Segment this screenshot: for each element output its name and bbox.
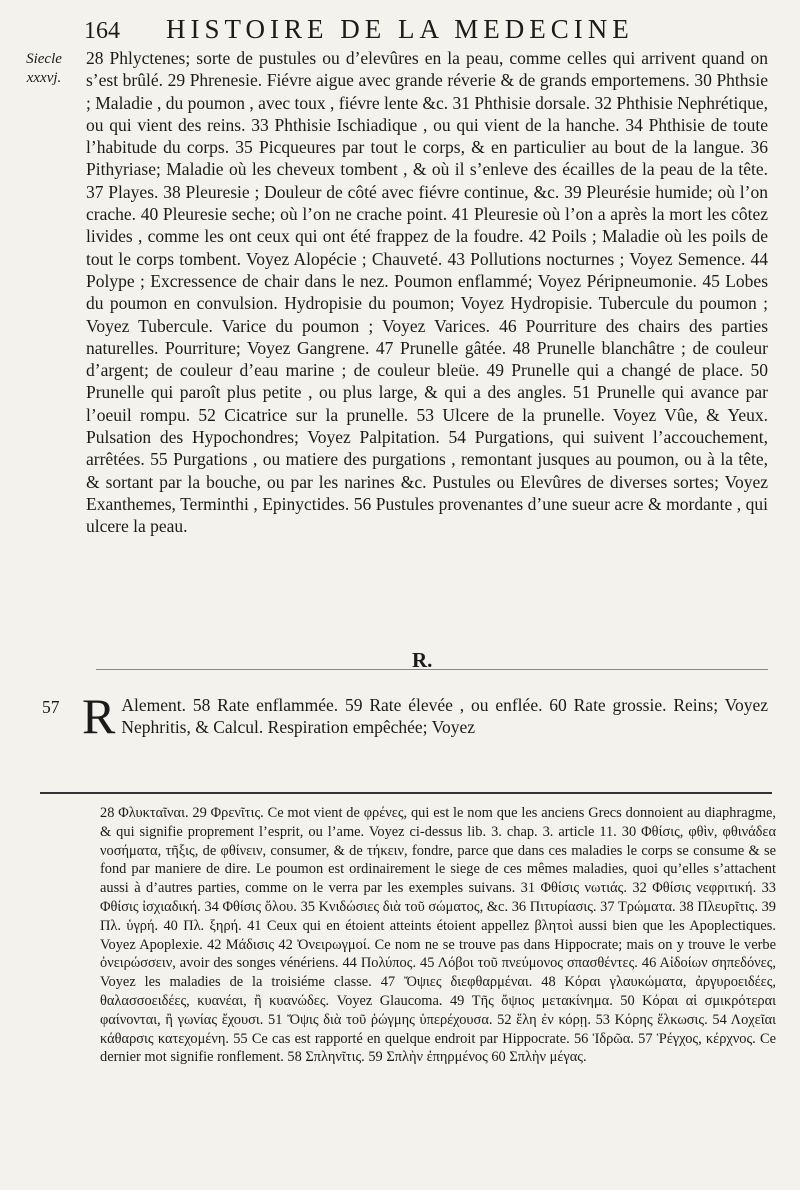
drop-cap: R [82,688,116,744]
running-title: HISTOIRE DE LA MEDECINE [166,14,634,44]
main-text: 28 Phlyctenes; sorte de pustules ou d’elevûres en la peau, comme celles qui arrivent quand on s’est brûlé. 29 Phrenesie. Fiévre aigue avec grande réverie & de grands emportemens. 30 Phthsie ; Maladie , du poumon , avec toux , fiévre lente &c. 31 Phthisie dorsale. 32 Phthisie Nephrétique, ou qui vient des reins. 33 Phthisie Ischiadique , ou qui vient de la hanche. 34 Phthisie de toute l’habitude du corps. 35 Picqueures par tout le corps, & en particulier au bout de la langue. 36 Pithyriase; Maladie où les cheveux tombent , & où il s’enleve des écailles de la peau de la tête. 37 Playes. 38 Pleuresie ; Douleur de côté avec fiévre continue, &c. 39 Pleurésie humide; où l’on crache. 40 Pleuresie seche; où l’on ne crache point. 41 Pleuresie où l’on a après la mort les côtez livides , comme les ont ceux qui ont été frappez de la foudre. 42 Poils ; Maladie où les poils de tout le corps tombent. Voyez Alopécie ; Chauveté. 43 Pollutions nocturnes ; Voyez Semence. 44 Polype ; Excressence de chair dans le nez. Poumon enflammé; Voyez Péripneumonie. 45 Lobes du poumon en convulsion. Hydropisie du poumon; Voyez Hydropisie. Tubercule du poumon ; Voyez Tubercule. Varice du poumon ; Voyez Varices. 46 Pourriture des chairs des parties naturelles. Pourriture; Voyez Gangrene. 47 Prunelle gâtée. 48 Prunelle blanchâtre ; de couleur d’argent; de couleur d’eau marine ; de couleur bleüe. 49 Prunelle qui a changé de place. 50 Prunelle qui paroît plus petite , ou plus large, & qui a des angles. 51 Prunelle qui avance par l’oeuil rompu. 52 Cicatrice sur la prunelle. 53 Ulcere de la prunelle. Voyez Vûe, & Yeux. Pulsation des Hypochondres; Voyez Palpitation. 54 Purgations, qui suivent l’accouchement, arrêtées. 55 Purgations , ou matiere des purgations , remontant jusques au poumon, ou à la tête, & sortant par la bouche, ou par les narines &c. Pustules ou Elevûres de diverses sortes; Voyez Exanthemes, Terminthi , Epinyctides. 56 Pustules provenantes d’une sueur acre & mordante , qui ulcere la peau. [86,48,768,537]
r-section [42,688,768,744]
margin-note: Siecle xxxvj. [26,51,62,86]
page-number: 164 [84,18,120,44]
footnotes: 28 Φλυκταῖναι. 29 Φρενῖτις. Ce mot vient de φρένες, qui est le nom que les anciens Grecs donnoient au diaphragme, & qui signifie proprement l’esprit, ou l’ame. Voyez ci-dessus lib. 3. chap. 3. article 11. 30 Φθίσις, φθὶν, φθινάδεα νοσήματα, τῆξις, de φθίνειν, consumer, & de τήκειν, fondre, parce que dans ces maladies le corps se consume & se fond par maniere de dire. Le poumon est ordinairement le siege de ces mêmes maladies, quoi qu’elles s’attachent aussi à d’autres parties, comme on le verra par les exemples suivans. 31 Φθίσις νωτιάς. 32 Φθίσις νεφριτική. 33 Φθίσις ἰσχιαδική. 34 Φθίσις ὅλου. 35 Κνιδώσιες διὰ τοῦ σώματος, &c. 36 Πιτυρίασις. 37 Τρώματα. 38 Πλευρῖτις. 39 Πλ. ὑγρή. 40 Πλ. ξηρή. 41 Ceux qui en étoient atteints étoient appellez βλητοὶ aussi bien que les Apoplectiques. Voyez Apoplexie. 42 Μάδισις 42 Ὀνειρωγμοί. Ce nom ne se trouve pas dans Hippocrate; mais on y trouve le verbe ὀνειρώσσειν, avoir des songes vénériens. 44 Πολύπος. 45 Λόβοι τοῦ πνεύμονος σπασθέντες. 46 Αἰδοίων σηπεδόνες, Voyez les maladies de la troisiéme classe. 47 Ὄψιες διεφθαρμέναι. 48 Κόραι γλαυκώματα, ἀργυροειδέες, θαλασσοειδέες, κυανέαι, ἢ κυανώδες. Voyez Glaucoma. 49 Τῆς ὄψιος μετακίνημα. 50 Κόραι αἱ σμικρότεραι φαίνονται, ἢ γωνίας ἔχουσι. 51 Ὄψις διὰ τοῦ ῥώγμης ὑπερέχουσα. 52 ἕλη ἐν κόρῃ. 53 Κόρης ἕλκωσις. 54 Λοχεῖαι κάθαρσις κατεχομένη. 55 Ce cas est rapporté en quelque endroit par Hippocrate. 56 Ἱδρῶα. 57 Ῥέγχος, κέρχνος. Ce dernier mot signifie ronflement. 58 Σπληνῖτις. 59 Σπλὴν ἐπηρμένος 60 Σπλὴν μέγας. [100,805,776,1066]
notes-divider [40,792,772,794]
section-heading: R. [412,648,433,672]
r-section-number: 57 [42,697,60,717]
r-section-text: Alement. 58 Rate enflammée. 59 Rate élevée , ou enflée. 60 Rate grossie. Reins; Voyez Nephritis, & Calcul. Respiration empêchée; Voyez [121,695,768,738]
